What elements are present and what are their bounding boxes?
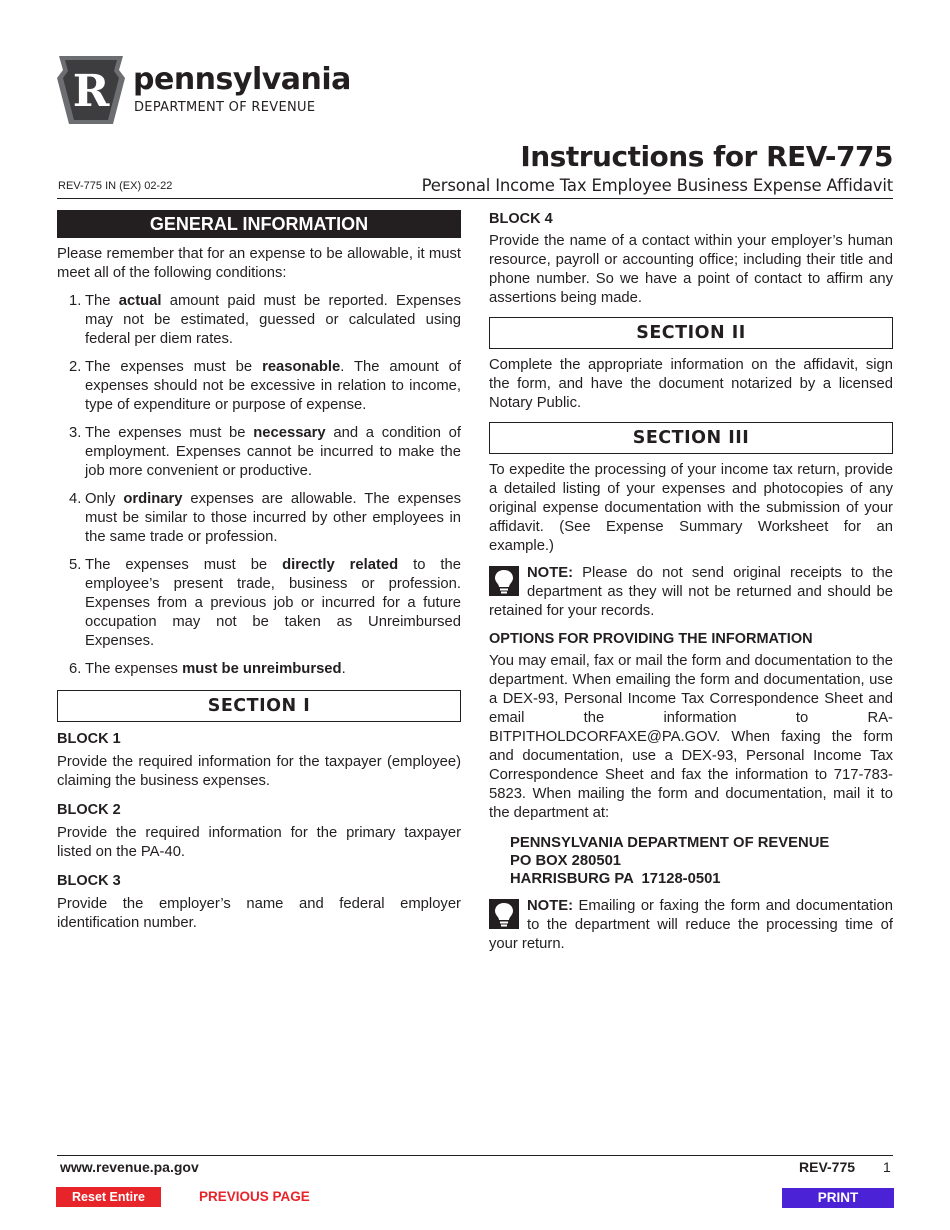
department-name: DEPARTMENT OF REVENUE [134,100,316,115]
page-number: 1 [883,1159,891,1175]
mailing-address [489,834,893,888]
list-item: 4. Only ordinary expenses are allowable. The expenses must be similar to those incurred by other employees in the same trade or profession. [69,491,461,545]
options-heading: OPTIONS FOR PROVIDING THE INFORMATION [489,631,813,647]
document-title: Instructions for REV-775 [520,140,893,173]
list-item: 6. The expenses must be unreimbursed. [69,661,346,677]
note-original-receipts: NOTE: Please do not send original receipts to the department as they will not be returned and should be retained for your records. [489,565,893,619]
svg-text:R: R [72,66,110,117]
section-1-heading: SECTION I [57,690,461,722]
block-1-text: Provide the required information for the taxpayer (employee) claiming the business expenses. [57,754,461,789]
right-column [489,210,893,954]
keystone-logo-icon [55,54,127,126]
list-item: 2. The expenses must be reasonable. The amount of expenses should not be excessive in relation to income, type of expenditure or purpose of expense. [69,359,462,413]
form-code: REV-775 IN (EX) 02-22 [58,180,173,192]
general-intro: Please remember that for an expense to be allowable, it must meet all of the following conditions: [57,246,461,281]
block-1-title: BLOCK 1 [57,731,121,747]
left-column [57,210,461,933]
general-information-heading: GENERAL INFORMATION [57,210,461,238]
block-4-text: Provide the name of a contact within your employer’s human resource, payroll or accounting office; including their title and phone number. So we have a point of contact to affirm any assertions being made. [489,233,893,306]
print-button[interactable]: PRINT [782,1188,894,1208]
block-4-title: BLOCK 4 [489,211,553,227]
footer-form-code: REV-775 [799,1159,856,1175]
website-link[interactable]: www.revenue.pa.gov [60,1159,199,1175]
address-line-2: PO BOX 280501 [510,853,622,869]
block-3-text: Provide the employer’s name and federal employer identification number. [57,896,461,931]
section-2-heading: SECTION II [489,317,893,349]
list-item: 1. The actual amount paid must be reported. Expenses may not be estimated, guessed or calculated using federal per diem rates. [69,293,462,347]
block-2-text: Provide the required information for the primary taxpayer listed on the PA-40. [57,825,461,860]
lightbulb-icon [489,566,519,596]
block-2-title: BLOCK 2 [57,802,121,818]
address-line-1: PENNSYLVANIA DEPARTMENT OF REVENUE [510,835,830,851]
pa-revenue-logo [55,54,351,126]
options-text: You may email, fax or mail the form and documentation to the department. When emailing the form and documentation, use a DEX-93, Personal Income Tax Correspondence Sheet and email the information to RA-BITPITHOLDCORFAXE@PA.GOV. When faxing the form and documentation, use a DEX-93, Personal Income Tax Correspondence Sheet and fax the information to 717-783-5823. When mailing the form and documentation, mail it to the department at: [489,653,893,821]
previous-page-button[interactable]: PREVIOUS PAGE [199,1189,310,1204]
footer-divider [57,1155,893,1156]
section-3-heading: SECTION III [489,422,893,454]
note-processing-time: NOTE: Emailing or faxing the form and documentation to the department will reduce the processing time of your return. [489,898,893,952]
document-subtitle: Personal Income Tax Employee Business Expense Affidavit [421,176,893,195]
section-3-text: To expedite the processing of your income tax return, provide a detailed listing of your expenses and photocopies of any original expense documentation with the submission of your affidavit. (See Expense Summary Worksheet for an example.) [489,462,893,554]
address-line-3: HARRISBURG PA 17128-0501 [510,871,721,887]
brand-name: pennsylvania [133,62,351,97]
section-2-text: Complete the appropriate information on the affidavit, sign the form, and have the document notarized by a licensed Notary Public. [489,357,893,411]
reset-form-button[interactable]: Reset Entire Form [56,1187,161,1207]
conditions-list [57,292,461,679]
lightbulb-icon [489,899,519,929]
list-item: 5. The expenses must be directly related to the employee’s present trade, business or profession. Expenses from a previous job or incurred for a future occupation may not be taken as Unreimbursed Expenses. [69,557,461,649]
list-item: 3. The expenses must be necessary and a condition of employment. Expenses cannot be incurred to make the job more convenient or productive. [69,425,461,479]
header-divider [57,198,893,199]
block-3-title: BLOCK 3 [57,873,121,889]
